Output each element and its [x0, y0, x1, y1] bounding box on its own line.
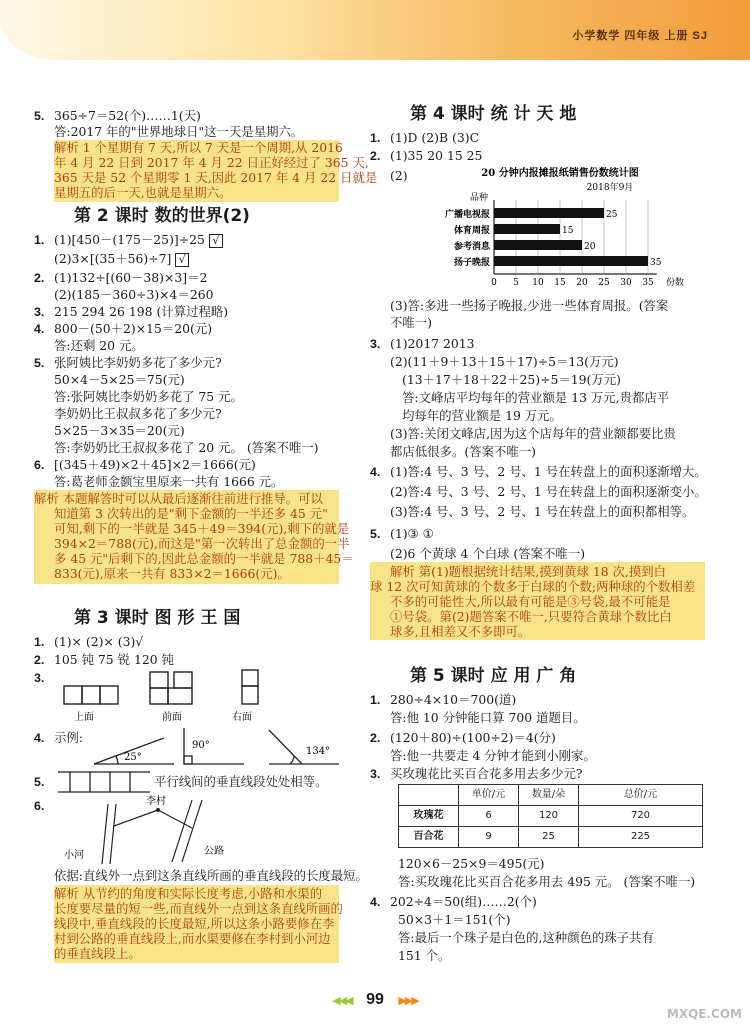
r3-part-3-cont: 都店低很多。(答案不唯一) — [390, 444, 536, 459]
q5-analysis-2: 年 4 月 22 日到 2017 年 4 月 22 日正好经过了 365 天, — [54, 155, 369, 170]
r1-answers: (1)D (2)B (3)C — [390, 130, 480, 145]
prev-arrows-icon: ◀◀◀ — [332, 995, 352, 1007]
r2-part-3-cont: 不唯一) — [390, 315, 433, 330]
l6-answer: 答:葛老师金额宝里原来一共有 1666 元。 — [54, 474, 284, 489]
r4-answer-1: (1)答:4 号、3 号、2 号、1 号在转盘上的面积逐渐增大。 — [390, 464, 707, 479]
chart-data-label: 35 — [650, 258, 662, 268]
newspaper-sales-bar-chart — [420, 164, 690, 296]
chart-bar — [494, 256, 648, 266]
a2-answer: 答:他一共要走 4 分钟才能到小刚家。 — [390, 748, 596, 763]
village-road-river-figure — [62, 794, 262, 864]
chart-y-label: 品种 — [469, 193, 488, 203]
table-header-row — [399, 785, 703, 806]
l5-calc-2: 5×25－3×35＝20(元) — [54, 423, 185, 438]
chart-x-tick: 20 — [576, 278, 588, 288]
road-label: 公路 — [204, 846, 224, 857]
table-row — [399, 806, 703, 827]
r5-analysis-2: 球 12 次可知黄球的个数多于白球的个数;两种球的个数相差 — [370, 579, 696, 594]
a3-answer: 答:买玫瑰花比买百合花多用去 495 元。 (答案不唯一) — [398, 874, 696, 889]
chart-category-label: 广播电视报 — [444, 210, 490, 220]
l6-analysis-1: 解析 本题解答时可以从最后逐渐往前进行推导。可以 — [34, 491, 323, 506]
r3-answer-2: 均每年的营业额是 19 万元。 — [402, 408, 562, 423]
r4-answer-2: (2)答:4 号、3 号、2 号、1 号在转盘上的面积逐渐变小。 — [390, 484, 707, 499]
lesson-4-title: 第 4 课时 统 计 天 地 — [410, 104, 577, 124]
page-number: 99 — [366, 991, 384, 1008]
l5-question-2: 李奶奶比王叔叔多花了多少元? — [54, 406, 222, 421]
l3-answers: 215 294 26 198 (计算过程略) — [54, 304, 229, 319]
example-label: 示例: — [54, 730, 83, 745]
village-label: 李村 — [146, 796, 166, 807]
a4-answer: 答:最后一个珠子是白色的,这种颜色的珠子共有 — [398, 930, 654, 945]
q5-analysis-3: 365 天是 52 个星期零 1 天,因此 2017 年 4 月 22 日就是 — [54, 170, 378, 185]
lesson-3-title: 第 3 课时 图 形 王 国 — [74, 608, 241, 628]
table-cell: 百合花 — [399, 827, 459, 848]
page-header-banner — [0, 0, 750, 60]
chart-x-tick: 25 — [598, 278, 610, 288]
table-cell: 25 — [519, 827, 579, 848]
table-header: 数量/朵 — [519, 785, 579, 806]
chart-x-label: 份数 — [666, 278, 685, 288]
angle-134-label: 134° — [306, 746, 331, 757]
l2-expr-b: (2)(185－360÷3)×4＝260 — [54, 287, 214, 302]
chart-category-label: 扬子晚报 — [453, 258, 490, 268]
chart-bar — [494, 208, 604, 218]
table-header — [399, 785, 459, 806]
table-header: 总价/元 — [579, 785, 703, 806]
river-label: 小河 — [64, 850, 84, 861]
flower-price-table — [398, 784, 703, 848]
angle-25-label: 25° — [124, 752, 142, 763]
g5-answer: 平行线间的垂直线段处处相等。 — [154, 774, 328, 789]
angle-examples-figure — [94, 724, 344, 768]
l5-answer-1: 答:张阿姨比李奶奶多花了 75 元。 — [54, 389, 243, 404]
a4-calc-1: 202÷4＝50(组)……2(个) — [390, 894, 537, 909]
chart-bar — [494, 224, 560, 234]
l5-answer-2: 答:李奶奶比王叔叔多花了 20 元。 (答案不唯一) — [54, 440, 319, 455]
r3-calc-2: (13＋17＋18＋22＋25)÷5＝19(万元) — [402, 372, 621, 387]
r5-analysis-4: ①号袋。第(2)题答案不唯一,只要符合黄球个数比白 — [390, 609, 672, 624]
l6-analysis-2: 知道第 3 次转出的是"剩下金额的一半还多 45 元" — [54, 506, 328, 521]
l2-expr-a: (1)132÷[(60－38)×3]＝2 — [54, 270, 208, 285]
r5-analysis-3: 不多的可能性大,所以最有可能是③号袋,最不可能是 — [390, 594, 671, 609]
l1-expr-a: (1)[450－(175－25)]÷25 — [54, 232, 205, 247]
r2-answers: (1)35 20 15 25 — [390, 148, 483, 163]
l6-analysis-4: 394×2＝788(元),而这是"第一次转出了总金额的一半 — [54, 536, 350, 551]
g6-analysis-3: 线段中,垂直线段的长度最短,所以这条小路要修在李 — [54, 916, 335, 931]
g1-answers: (1)× (2)× (3)√ — [54, 634, 144, 649]
r5-analysis-5: 球多,且相差又不多即可。 — [390, 624, 531, 639]
g2-answers: 105 钝 75 锐 120 钝 — [54, 652, 174, 667]
r3-part-3: (3)答:关闭文峰店,因为这个店每年的营业额都要比贵 — [390, 426, 676, 441]
l6-analysis-3: 可知,剩下的一半就是 345＋49＝394(元),剩下的就是 — [54, 521, 350, 536]
l1-expr-b: (2)3×[(35＋56)÷7] — [54, 251, 172, 266]
chart-x-tick: 10 — [532, 278, 544, 288]
a3-calc: 120×6－25×9＝495(元) — [398, 856, 545, 871]
q5-calc: 365÷7＝52(个)……1(天) — [54, 108, 201, 123]
r5-analysis-1: 解析 第(1)题根据统计结果,摸到黄球 18 次,摸到白 — [390, 564, 667, 579]
chart-x-tick: 0 — [491, 278, 497, 288]
g6-analysis-2: 长度要尽量的短一些,而直线外一点到这条直线所画的 — [54, 901, 343, 916]
chart-subtitle: 2018年9月 — [586, 183, 634, 193]
q5-analysis-1: 解析 1 个星期有 7 天,所以 7 天是一个周期,从 2016 — [54, 140, 343, 155]
chart-category-label: 参考消息 — [453, 242, 490, 252]
table-cell: 720 — [579, 806, 703, 827]
l5-question: 张阿姨比李奶奶多花了多少元? — [54, 355, 222, 370]
table-header: 单价/元 — [459, 785, 519, 806]
a4-calc-2: 50×3＋1＝151(个) — [398, 912, 511, 927]
l6-calc: [(345＋49)×2＋45]×2＝1666(元) — [54, 457, 256, 472]
r4-answer-3: (3)答:4 号、3 号、2 号、1 号在转盘上的面积都相等。 — [390, 504, 695, 519]
r2-part-2: (2) — [390, 168, 408, 183]
chart-x-tick: 15 — [554, 278, 566, 288]
lesson-5-title: 第 5 课时 应 用 广 角 — [410, 666, 577, 686]
checkmark-box: √ — [209, 234, 223, 248]
a1-answer: 答:他 10 分钟能口算 700 道题目。 — [390, 710, 586, 725]
r5-part-1: (1)③ ① — [390, 526, 434, 541]
angle-90-label: 90° — [192, 740, 210, 751]
lesson-2-title: 第 2 课时 数的世界(2) — [74, 206, 250, 226]
chart-x-tick: 30 — [620, 278, 632, 288]
table-cell: 6 — [459, 806, 519, 827]
g6-analysis-4: 村到公路的垂直线段上,而水渠要修在李村到小河边 — [54, 931, 331, 946]
chart-x-tick: 5 — [513, 278, 519, 288]
l4-calc: 800－(50＋2)×15＝20(元) — [54, 321, 213, 336]
checkmark-box: √ — [175, 253, 189, 267]
g6-basis: 依据:直线外一点到这条直线所画的垂直线段的长度最短。 — [54, 868, 368, 883]
l6-analysis-6: 833(元),原来一共有 833×2＝1666(元)。 — [54, 566, 290, 581]
chart-x-tick: 35 — [642, 278, 654, 288]
l5-calc-1: 50×4－5×25＝75(元) — [54, 372, 185, 387]
chart-data-label: 15 — [562, 226, 574, 236]
chart-data-label: 20 — [584, 242, 596, 252]
r2-part-3: (3)答:多进一些扬子晚报,少进一些体育周报。(答案 — [390, 298, 669, 313]
table-row — [399, 827, 703, 848]
a2-calc: (120＋80)÷(100÷2)＝4(分) — [390, 730, 556, 745]
r5-part-2: (2)6 个黄球 4 个白球 (答案不唯一) — [390, 546, 586, 561]
a4-answer-cont: 151 个。 — [398, 948, 451, 963]
l6-analysis-5: 多 45 元"后剩下的,因此总金额的一半就是 788＋45＝ — [54, 551, 354, 566]
chart-data-label: 25 — [606, 210, 618, 220]
three-views-figure — [62, 668, 322, 724]
watermark: MXQE.COM — [666, 1007, 742, 1021]
g6-analysis-1: 解析 从节约的角度和实际长度考虑,小路和水渠的 — [54, 886, 323, 901]
r3-answer-1: 答:文峰店平均每年的营业额是 13 万元,贵都店平 — [402, 390, 670, 405]
top-view-label: 上面 — [74, 712, 94, 723]
table-cell: 225 — [579, 827, 703, 848]
page-footer — [0, 990, 750, 1010]
next-arrows-icon: ▶▶▶ — [398, 995, 418, 1007]
parallel-lines-figure — [56, 768, 152, 796]
a3-question: 买玫瑰花比买百合花多用去多少元? — [390, 766, 583, 781]
chart-category-label: 体育周报 — [453, 226, 490, 236]
a1-calc: 280÷4×10＝700(道) — [390, 692, 517, 707]
right-view-label: 右面 — [232, 712, 252, 723]
q5-analysis-4: 星期五的后一天,也就是星期六。 — [54, 185, 232, 200]
front-view-label: 前面 — [162, 712, 182, 723]
table-cell: 120 — [519, 806, 579, 827]
r3-part-1: (1)2017 2013 — [390, 336, 475, 351]
table-cell: 9 — [459, 827, 519, 848]
table-cell: 玫瑰花 — [399, 806, 459, 827]
l4-answer: 答:还剩 20 元。 — [54, 338, 144, 353]
q5-answer: 答:2017 年的"世界地球日"这一天是星期六。 — [54, 124, 304, 139]
g6-analysis-5: 的垂直线段上。 — [54, 946, 141, 961]
book-title: 小学数学 四年级 上册 SJ — [572, 30, 708, 42]
chart-bar — [494, 240, 582, 250]
r3-calc-1: (2)(11＋9＋13＋15＋17)÷5＝13(万元) — [390, 354, 619, 369]
chart-title: 20 分钟内报摊报纸销售份数统计图 — [481, 168, 639, 179]
